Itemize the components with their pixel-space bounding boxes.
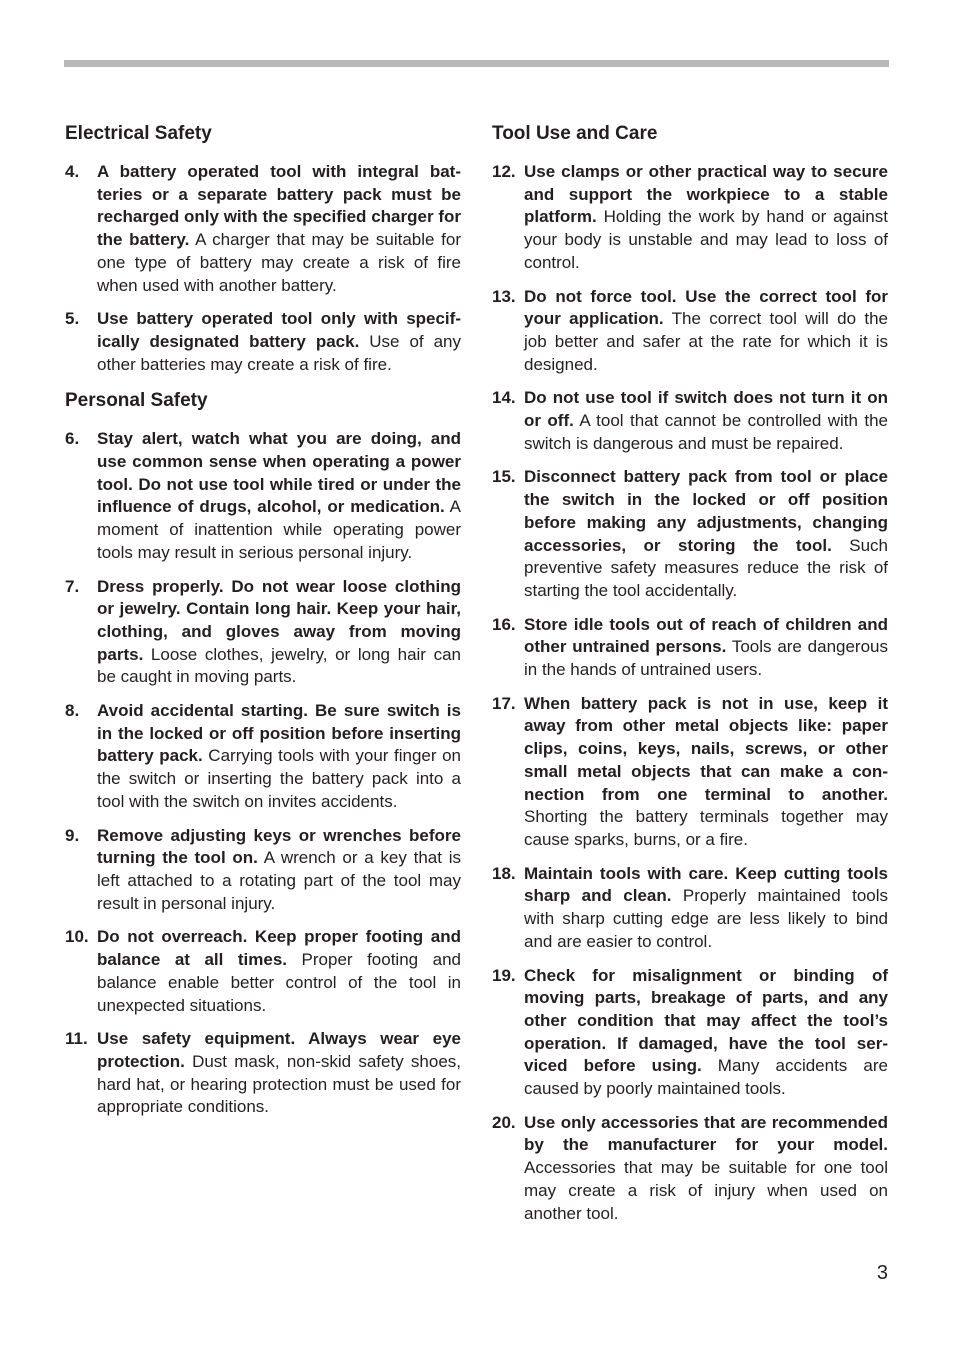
- list-item: [492, 863, 888, 954]
- item-lead: Use safety equipment. Always wear eye protection.: [97, 1029, 461, 1071]
- item-number: 12.: [492, 162, 516, 181]
- item-number: 16.: [492, 614, 516, 634]
- list-item: [65, 926, 461, 1017]
- item-lead: When battery pack is not in use, keep it away from other metal objects like: paper clips, coins, keys, nails, screws, or other small metal objects that can make a connection from one terminal to another.: [524, 693, 888, 804]
- item-lead: Maintain tools with care. Keep cutting tools sharp and clean.: [524, 863, 888, 906]
- list-item: [492, 965, 888, 1101]
- item-number: 15.: [492, 467, 516, 487]
- item-lead: Store idle tools out of reach of children and other untrained persons.: [524, 614, 888, 657]
- item-number: 20.: [492, 1112, 516, 1132]
- list-item: [65, 308, 461, 376]
- item-number: 5.: [65, 309, 80, 329]
- item-number: 19.: [492, 965, 516, 985]
- list-item: [65, 576, 461, 690]
- item-number: 7.: [65, 576, 80, 596]
- item-body: Such preventive safety measures reduce the risk of starting the tool accidentally.: [524, 535, 888, 600]
- section-heading: Personal Safety: [65, 390, 208, 412]
- section-personal-safety: [65, 387, 461, 1119]
- item-body: Accessories that may be suitable for one tool may create a risk of injury when used on another tool.: [524, 1158, 888, 1223]
- item-body: Dust mask, non-skid safety shoes, hard hat, or hearing protection must be used for appropriate conditions.: [97, 1051, 461, 1117]
- item-body: Tools are dangerous in the hands of untrained users.: [524, 637, 889, 680]
- item-body: Proper footing and balance enable better control of the tool in unexpected situations.: [97, 950, 461, 1015]
- item-number: 17.: [492, 693, 516, 713]
- top-divider: [64, 60, 889, 67]
- list-item: [492, 387, 888, 455]
- item-number: 10.: [65, 927, 89, 947]
- item-lead: Use only accessories that are recommended by the manufacturer for your model.: [524, 1112, 888, 1155]
- item-body: A moment of inattention while operating power tools may result in serious personal injury.: [97, 497, 461, 562]
- item-body: Shorting the battery terminals together may cause sparks, burns, or a fire.: [524, 807, 888, 849]
- item-number: 13.: [492, 286, 516, 306]
- list-item: [492, 466, 888, 602]
- item-lead: Use clamps or other practical way to secure and support the workpiece to a stable platform.: [524, 162, 888, 227]
- list-item: [65, 161, 461, 297]
- item-body: Use of any other batteries may create a risk of fire.: [97, 331, 461, 374]
- item-lead: Disconnect battery pack from tool or place the switch in the locked or off position before making any adjustments, changing accessories, or storing the tool.: [524, 467, 888, 555]
- item-body: Holding the work by hand or against your body is unstable and may lead to loss of control.: [524, 207, 888, 272]
- item-number: 4.: [65, 162, 80, 181]
- item-lead: A battery operated tool with integral batteries or a separate battery pack must be recharged only with the specified charger for the battery.: [97, 162, 461, 250]
- left-column: [65, 120, 461, 1130]
- list-item: [65, 825, 461, 916]
- item-number: 8.: [65, 701, 80, 721]
- item-lead: Avoid accidental starting. Be sure switch is in the locked or off position before inserting battery pack.: [97, 701, 461, 766]
- item-body: Many accidents are caused by poorly maintained tools.: [524, 1056, 888, 1099]
- list-item: [492, 1112, 888, 1226]
- item-number: 18.: [492, 863, 516, 883]
- section-heading: Tool Use and Care: [492, 123, 658, 144]
- item-lead: Do not overreach. Keep proper footing and balance at all times.: [97, 927, 461, 970]
- item-body: Loose clothes, jewelry, or long hair can be caught in moving parts.: [97, 644, 461, 687]
- list-item: [492, 161, 888, 275]
- page-number: 3: [876, 1262, 888, 1284]
- item-number: 9.: [65, 825, 80, 845]
- list-item: [65, 428, 461, 564]
- item-lead: Check for misalignment or binding of moving parts, breakage of parts, and any other condition that may affect the tool’s operation. If damaged, have the tool serviced before using.: [524, 965, 888, 1076]
- item-lead: Dress properly. Do not wear loose clothing or jewelry. Contain long hair. Keep your hair, clothing, and gloves away from moving parts.: [97, 576, 461, 664]
- item-body: A charger that may be suitable for one type of battery may create a risk of fire when used with another battery.: [97, 230, 461, 295]
- item-number: 11.: [65, 1029, 88, 1049]
- list-item: [492, 614, 888, 682]
- item-body: A wrench or a key that is left attached to a rotating part of the tool may result in personal injury.: [97, 848, 461, 913]
- item-body: Properly maintained tools with sharp cutting edge are less likely to bind and are easier to control.: [524, 886, 888, 951]
- item-body: Carrying tools with your finger on the switch or inserting the battery pack into a tool with the switch on invites accidents.: [97, 746, 461, 811]
- section-tool-use-and-care: [492, 120, 888, 1225]
- list-item: [492, 693, 888, 852]
- right-column: [492, 120, 888, 1236]
- item-body: The correct tool will do the job better and safer at the rate for which it is designed.: [524, 309, 888, 374]
- item-number: 6.: [65, 429, 80, 449]
- list-item: [65, 1028, 461, 1119]
- list-item: [65, 700, 461, 814]
- item-lead: Use battery operated tool only with specifically designated battery pack.: [97, 309, 461, 351]
- item-lead: Stay alert, watch what you are doing, and use common sense when operating a power tool. Do not use tool while tired or under the influence of drugs, alcohol, or medication.: [97, 429, 461, 517]
- item-body: A tool that cannot be controlled with the switch is dangerous and must be repaired.: [524, 411, 888, 453]
- section-electrical-safety: [65, 120, 461, 376]
- item-lead: Do not use tool if switch does not turn it on or off.: [524, 388, 888, 431]
- section-heading: Electrical Safety: [65, 123, 212, 144]
- item-lead: Remove adjusting keys or wrenches before turning the tool on.: [97, 825, 461, 868]
- item-lead: Do not force tool. Use the correct tool for your application.: [524, 286, 888, 329]
- list-item: [492, 286, 888, 377]
- item-number: 14.: [492, 388, 516, 408]
